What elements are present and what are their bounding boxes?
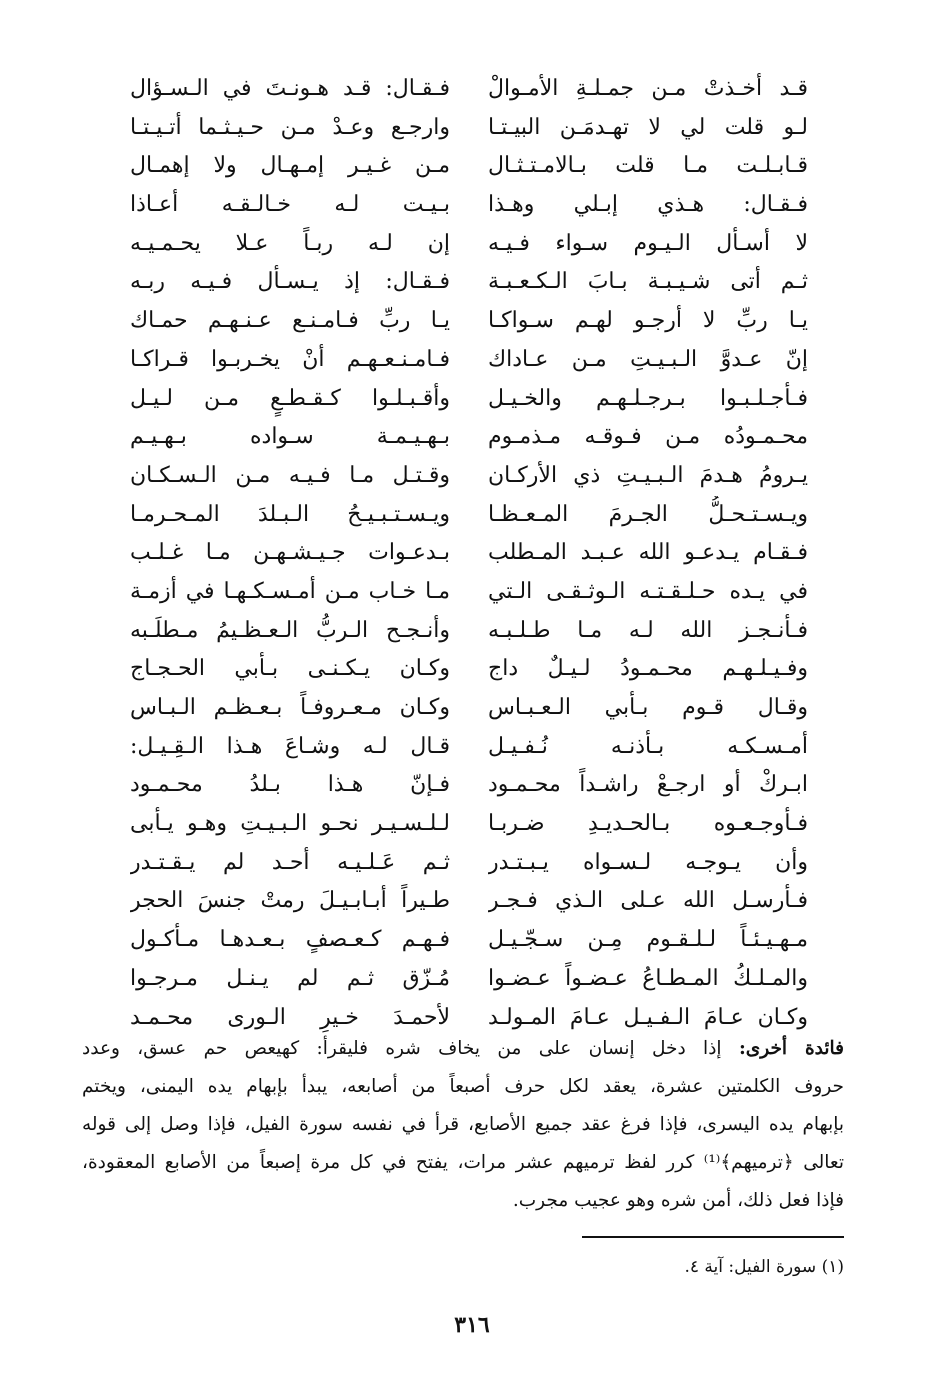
poem-hemistich: وقـتـل مـا فـيـه مـن الـسـكـان — [130, 462, 450, 488]
poem-hemistich: وأن يـوجـه لـسـواه يـبـتـدر — [488, 849, 808, 875]
faida-title: فائدة أخرى: — [738, 1038, 844, 1059]
poem-hemistich: فـامـنـعـهـم أنْ يخـربـوا قـراكـا — [130, 346, 450, 372]
poem-hemistich: محـمـودُه مـن فـوقـه مـذمـوم — [488, 424, 808, 450]
poem-hemistich: قـال لـه وشـاعَ هـذا الـقِـيـل: — [130, 733, 450, 759]
poem-hemistich: وأنـجـح الـربُّ الـعـظـيمُ مـطلَـبه — [130, 617, 450, 643]
faida-line: فإذا فعل ذلك، أمن شره وهو عجيب مجرب. — [512, 1190, 844, 1211]
poem-hemistich: بـيـت لـه خـالـقـه أعـاذا — [130, 192, 450, 218]
poem-left-column — [130, 70, 450, 1037]
poem-hemistich: فـقـال: هـذي إبـلي وهـذا — [488, 192, 808, 218]
poem-hemistich: وكـان عـامَ الـفـيـل عـامَ المـولـد — [488, 1004, 808, 1030]
poem-hemistich: فـإنّ هـذا بـلدُ محـمـود — [130, 772, 450, 798]
poem-hemistich: قـد أخـذتْ مـن جمـلـةِ الأمـوالْ — [488, 76, 808, 101]
poem-hemistich: وقـال قـوم بـأبي الـعـبـاس — [488, 695, 808, 720]
poem-hemistich: ويـسـتـحـلُّ الجـرمَ المـعـظـا — [488, 501, 808, 527]
poem-hemistich: وكـان يـكـنـى بـأبي الحـجـاج — [130, 656, 450, 682]
poem-hemistich: فـأرسـل الله عـلى الـذي فـجـر — [488, 888, 808, 914]
poem-hemistich: إنّ عـدوَّ الـبـيـتِ مـن عـاداك — [488, 346, 808, 372]
footnote-separator — [582, 1236, 844, 1238]
poem-hemistich: بـدعـوات جـيـشـهـن مـا غـلـب — [130, 540, 450, 566]
poem-hemistich: فـقـال: إذ يـسـأل فـيـه ربـه — [130, 269, 450, 295]
faida-line: بإبهام يده اليسرى، فإذا فرغ عقد جميع الأصابع، قرأ في نفسه سورة الفيل، فإذا وصل إلى قوله — [82, 1114, 844, 1135]
poem-hemistich: فـأجـلـبـوا بـرجـلـهـم والخـيـل — [488, 385, 808, 411]
poem-hemistich: لـلـسـيـر نحـو الـبـيـتِ وهـو يـأبى — [130, 811, 450, 837]
poem-hemistich: مـا خـاب مـن أمـسـكـهـا في أزمـة — [130, 578, 450, 604]
poem-hemistich: ثـم أتى شـيـبـة بـابَ الـكـعـبـة — [488, 269, 808, 295]
poem-hemistich: أمـسـكـه بـأذنـه نُـفـيـل — [488, 733, 808, 759]
poem-hemistich: فـأوجـعـوه بـالحـديـدِ ضـربـا — [488, 811, 808, 837]
poem-hemistich: في يـده حـلـقـتـه الـوثـقـى الـتي — [488, 578, 808, 604]
poem-hemistich: مـهـيـئـاً لـلـقـوم مِـن سـجّـيـل — [488, 927, 808, 953]
poem-hemistich: وأقـبـلـوا كـقـطـعٍ مـن لـيـل — [130, 385, 450, 411]
poem-hemistich: والمـلـكُ المـطـاعُ عـضـواً عـضـوا — [488, 965, 808, 991]
poem-right-column — [488, 70, 808, 1037]
page-number: ٣١٦ — [454, 1312, 490, 1338]
poem-hemistich: فـأنـجـز الله لـه مـا طـلـبـه — [488, 617, 808, 643]
poem-hemistich: يـرومُ هـدمَ الـبـيـتِ ذي الأركـان — [488, 462, 808, 488]
faida-line: حروف الكلمتين عشرة، يعقد لكل حرف أصبعاً من أصابعه، يبدأ بإبهام يده اليمنى، ويختم — [82, 1076, 844, 1097]
poem-hemistich: فـهـم كـعـصفٍ بـعـدهـا مـأكـول — [130, 927, 450, 953]
poem-hemistich: يـا ربِّ لا أرجـو لهـم سـواكـا — [488, 308, 808, 334]
poem-hemistich: ثـم عَـلـيـه أحـد لم يـقـتـدر — [130, 849, 450, 875]
poem-hemistich: مُـزّق ثـم لم يـنـل مـرجـوا — [130, 965, 450, 991]
poem-hemistich: إن لـه ربـاً عـلا يحـمـيـه — [130, 230, 450, 256]
poem-hemistich: ابـركْ أو ارجـعْ راشـداً محـمـود — [488, 772, 808, 798]
poem-hemistich: بـهـيـمـة سـواده بـهـيـم — [130, 424, 450, 450]
poem-hemistich: يـا ربِّ فـامـنـع عـنـهـم حمـاك — [130, 308, 450, 334]
poem-hemistich: فـقـال: قـد هـونـتَ في الـسـؤال — [130, 76, 450, 101]
poem-hemistich: لـو قلت لي لا تهـدمَـن البيـتـا — [488, 114, 808, 140]
poem-hemistich: طـيراً أبـابـيـلَ رمتْ جنسَ الحجر — [130, 888, 450, 914]
poem-hemistich: ويـسـتـبـيـحُ الـبـلدَ المـحـرمـا — [130, 501, 450, 527]
poem-hemistich: وارجـع وعـدْ مـن حـيـثـما أتـيـتـا — [130, 114, 450, 140]
poem-hemistich: وفـيـلـهـم محـمـودُ لـيـلٌ داج — [488, 656, 808, 682]
faida-line: تعالى ﴿ترميهم﴾⁽¹⁾ كرر لفظ ترميهم عشر مرات، يفتح في كل مرة إصبعاً من الأصابع المعقودة، — [82, 1152, 844, 1173]
poem-hemistich: قـابـلـت مـا قلت بـالامـتـثـال — [488, 153, 808, 179]
poem-hemistich: مـن غـيـر إمـهـال ولا إهمـال — [130, 153, 450, 179]
poem-hemistich: وكـان مـعـروفـاً بـعـظـم الـبـاس — [130, 695, 450, 720]
footnote: (١) سورة الفيل: آية ٤. — [684, 1257, 844, 1277]
poem-hemistich: لأحمـدَ خـيرِ الـورى محـمـد — [130, 1004, 450, 1030]
faida-line: فائدة أخرى: إذا دخل إنسان على من يخاف شره فليقرأ: كهيعص حم عسق، وعدد — [82, 1038, 844, 1059]
poem-hemistich: فـقـام يـدعـو الله عـبـد المـطلب — [488, 540, 808, 566]
poem-hemistich: لا أسـأل الـيـوم سـواء فـيـه — [488, 230, 808, 256]
faida-paragraph — [82, 1030, 844, 1220]
